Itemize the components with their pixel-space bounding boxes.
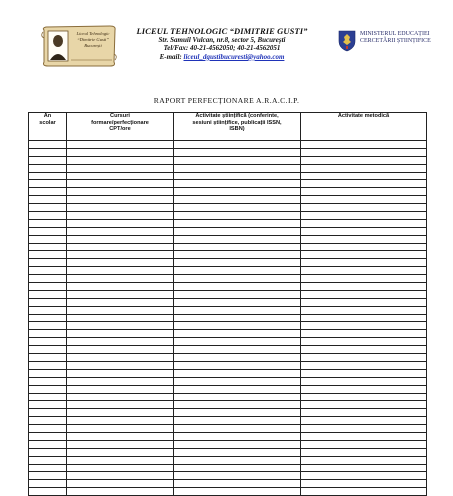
table-cell[interactable] <box>67 369 174 377</box>
header-activitate-metodica <box>301 113 427 141</box>
table-row <box>29 385 427 393</box>
table-row <box>29 440 427 448</box>
table-cell[interactable] <box>174 227 301 235</box>
table-row <box>29 330 427 338</box>
table-row <box>29 480 427 488</box>
table-cell[interactable] <box>67 346 174 354</box>
table-cell[interactable] <box>174 259 301 267</box>
table-cell[interactable] <box>29 417 67 425</box>
table-cell[interactable] <box>301 409 427 417</box>
table-cell[interactable] <box>67 464 174 472</box>
table-cell[interactable] <box>29 164 67 172</box>
table-row <box>29 243 427 251</box>
table-cell[interactable] <box>67 267 174 275</box>
table-cell[interactable] <box>29 354 67 362</box>
table-cell[interactable] <box>174 275 301 283</box>
table-cell[interactable] <box>301 164 427 172</box>
table-cell[interactable] <box>29 251 67 259</box>
table-cell[interactable] <box>301 243 427 251</box>
table-cell[interactable] <box>67 456 174 464</box>
table-row <box>29 409 427 417</box>
table-cell[interactable] <box>174 401 301 409</box>
table-cell[interactable] <box>29 219 67 227</box>
table-cell[interactable] <box>174 393 301 401</box>
table-cell[interactable] <box>174 432 301 440</box>
table-cell[interactable] <box>29 488 67 496</box>
table-cell[interactable] <box>29 425 67 433</box>
table-cell[interactable] <box>301 322 427 330</box>
table-cell[interactable] <box>29 306 67 314</box>
table-cell[interactable] <box>67 432 174 440</box>
table-row <box>29 212 427 220</box>
table-cell[interactable] <box>174 456 301 464</box>
table-cell[interactable] <box>67 448 174 456</box>
table-cell[interactable] <box>174 480 301 488</box>
table-cell[interactable] <box>29 385 67 393</box>
table-cell[interactable] <box>301 227 427 235</box>
table-cell[interactable] <box>67 440 174 448</box>
school-logo-text-line3: București <box>84 43 102 48</box>
table-cell[interactable] <box>29 369 67 377</box>
table-row <box>29 306 427 314</box>
table-cell[interactable] <box>301 472 427 480</box>
table-cell[interactable] <box>67 488 174 496</box>
table-cell[interactable] <box>301 180 427 188</box>
table-cell[interactable] <box>174 188 301 196</box>
table-row <box>29 322 427 330</box>
table-cell[interactable] <box>29 464 67 472</box>
table-cell[interactable] <box>174 377 301 385</box>
table-cell[interactable] <box>301 456 427 464</box>
table-cell[interactable] <box>174 212 301 220</box>
table-cell[interactable] <box>67 338 174 346</box>
table-cell[interactable] <box>301 148 427 156</box>
table-cell[interactable] <box>174 361 301 369</box>
school-logo-text-line2: “Dimitrie Gusti” <box>77 37 109 42</box>
table-cell[interactable] <box>174 156 301 164</box>
table-cell[interactable] <box>67 251 174 259</box>
header-activitate-stiintifica-text: Activitate științifică (conferinte, sesiuni științifice, publicații ISSN, ISBN) <box>192 113 282 133</box>
school-email-line <box>122 53 322 61</box>
table-cell[interactable] <box>301 488 427 496</box>
table-cell[interactable] <box>29 298 67 306</box>
table-cell[interactable] <box>174 425 301 433</box>
table-cell[interactable] <box>29 432 67 440</box>
table-cell[interactable] <box>67 164 174 172</box>
table-cell[interactable] <box>301 235 427 243</box>
table-cell[interactable] <box>301 298 427 306</box>
table-cell[interactable] <box>174 283 301 291</box>
header-activitate-stiintifica <box>174 113 301 141</box>
table-cell[interactable] <box>67 330 174 338</box>
table-row <box>29 267 427 275</box>
table-row <box>29 393 427 401</box>
table-row <box>29 377 427 385</box>
email-label: E-mail: <box>159 52 184 61</box>
table-row <box>29 251 427 259</box>
table-cell[interactable] <box>174 290 301 298</box>
table-cell[interactable] <box>301 377 427 385</box>
table-cell[interactable] <box>67 212 174 220</box>
table-cell[interactable] <box>29 267 67 275</box>
table-cell[interactable] <box>29 409 67 417</box>
school-logo-text-line1: Liceul Tehnologic <box>76 31 110 36</box>
table-cell[interactable] <box>301 172 427 180</box>
table-cell[interactable] <box>301 432 427 440</box>
table-cell[interactable] <box>67 480 174 488</box>
table-row <box>29 219 427 227</box>
table-cell[interactable] <box>174 306 301 314</box>
table-cell[interactable] <box>29 480 67 488</box>
header-an-scolar-text: An scolar <box>39 113 56 126</box>
table-cell[interactable] <box>301 314 427 322</box>
table-row <box>29 164 427 172</box>
table-cell[interactable] <box>301 440 427 448</box>
table-cell[interactable] <box>67 290 174 298</box>
table-cell[interactable] <box>301 361 427 369</box>
table-cell[interactable] <box>29 361 67 369</box>
table-cell[interactable] <box>67 283 174 291</box>
table-cell[interactable] <box>174 409 301 417</box>
table-cell[interactable] <box>29 322 67 330</box>
table-cell[interactable] <box>67 354 174 362</box>
table-cell[interactable] <box>174 346 301 354</box>
table-cell[interactable] <box>174 180 301 188</box>
table-row <box>29 196 427 204</box>
table-cell[interactable] <box>67 275 174 283</box>
table-cell[interactable] <box>29 290 67 298</box>
table-body <box>29 141 427 496</box>
table-cell[interactable] <box>67 385 174 393</box>
table-cell[interactable] <box>301 141 427 149</box>
table-cell[interactable] <box>301 219 427 227</box>
table-cell[interactable] <box>174 235 301 243</box>
table-cell[interactable] <box>174 488 301 496</box>
school-address: Str. Samuil Vulcan, nr.8, sector 5, București <box>158 36 286 44</box>
table-cell[interactable] <box>174 204 301 212</box>
school-header <box>122 26 322 61</box>
table-row <box>29 346 427 354</box>
table-cell[interactable] <box>174 369 301 377</box>
table-cell[interactable] <box>29 456 67 464</box>
school-name: LICEUL TEHNOLOGIC “DIMITRIE GUSTI” <box>136 26 308 36</box>
table-cell[interactable] <box>174 267 301 275</box>
ministry-name-line2: CERCETĂRII ȘTIINȚIFICE <box>360 38 431 44</box>
table-cell[interactable] <box>67 417 174 425</box>
table-row <box>29 172 427 180</box>
header-cursuri-formare-text: Cursuri formare/perfecționare CPT/ore <box>91 113 149 133</box>
table-row <box>29 425 427 433</box>
table-cell[interactable] <box>301 369 427 377</box>
report-table <box>28 112 427 496</box>
table-cell[interactable] <box>67 243 174 251</box>
table-row <box>29 354 427 362</box>
table-cell[interactable] <box>29 196 67 204</box>
table-cell[interactable] <box>29 330 67 338</box>
table-row <box>29 464 427 472</box>
table-cell[interactable] <box>301 393 427 401</box>
school-logo <box>40 24 118 68</box>
table-cell[interactable] <box>301 425 427 433</box>
table-row <box>29 259 427 267</box>
table-cell[interactable] <box>29 377 67 385</box>
header-cursuri-formare <box>67 113 174 141</box>
table-cell[interactable] <box>301 275 427 283</box>
table-cell[interactable] <box>29 393 67 401</box>
table-cell[interactable] <box>29 141 67 149</box>
table-cell[interactable] <box>301 464 427 472</box>
table-row <box>29 314 427 322</box>
table-row <box>29 204 427 212</box>
table-row <box>29 290 427 298</box>
table-cell[interactable] <box>67 141 174 149</box>
table-row <box>29 156 427 164</box>
table-cell[interactable] <box>174 330 301 338</box>
school-phone-fax: Tel/Fax: 40-21-4562050; 40-21-4562051 <box>163 44 281 53</box>
table-row <box>29 338 427 346</box>
table-row <box>29 417 427 425</box>
table-cell[interactable] <box>301 188 427 196</box>
table-row <box>29 188 427 196</box>
table-cell[interactable] <box>29 235 67 243</box>
table-cell[interactable] <box>67 148 174 156</box>
table-cell[interactable] <box>67 196 174 204</box>
table-cell[interactable] <box>174 172 301 180</box>
table-cell[interactable] <box>67 188 174 196</box>
table-cell[interactable] <box>174 141 301 149</box>
table-cell[interactable] <box>29 204 67 212</box>
table-cell[interactable] <box>301 156 427 164</box>
table-cell[interactable] <box>67 298 174 306</box>
table-cell[interactable] <box>67 409 174 417</box>
table-cell[interactable] <box>174 243 301 251</box>
table-row <box>29 448 427 456</box>
table-row <box>29 369 427 377</box>
table-cell[interactable] <box>67 180 174 188</box>
table-cell[interactable] <box>67 219 174 227</box>
table-cell[interactable] <box>67 401 174 409</box>
table-cell[interactable] <box>174 472 301 480</box>
table-row <box>29 275 427 283</box>
table-cell[interactable] <box>174 298 301 306</box>
table-cell[interactable] <box>67 322 174 330</box>
table-cell[interactable] <box>301 212 427 220</box>
table-cell[interactable] <box>301 306 427 314</box>
table-cell[interactable] <box>174 448 301 456</box>
table-row <box>29 227 427 235</box>
table-cell[interactable] <box>174 417 301 425</box>
table-cell[interactable] <box>67 361 174 369</box>
table-cell[interactable] <box>29 440 67 448</box>
table-cell[interactable] <box>174 164 301 172</box>
table-cell[interactable] <box>301 354 427 362</box>
header-an-scolar <box>29 113 67 141</box>
table-cell[interactable] <box>29 314 67 322</box>
romania-coat-of-arms-icon <box>336 28 358 52</box>
ministry-name-line1: MINISTERUL EDUCAȚIEI <box>360 31 430 37</box>
table-cell[interactable] <box>174 338 301 346</box>
table-cell[interactable] <box>29 243 67 251</box>
table-cell[interactable] <box>301 448 427 456</box>
table-cell[interactable] <box>301 267 427 275</box>
table-row <box>29 432 427 440</box>
table-cell[interactable] <box>29 188 67 196</box>
table-cell[interactable] <box>174 196 301 204</box>
table-cell[interactable] <box>301 338 427 346</box>
table-row <box>29 141 427 149</box>
table-cell[interactable] <box>29 401 67 409</box>
table-cell[interactable] <box>301 401 427 409</box>
table-cell[interactable] <box>67 204 174 212</box>
report-title: RAPORT PERFECȚIONARE A.R.A.C.I.P. <box>153 96 300 105</box>
table-row <box>29 180 427 188</box>
table-cell[interactable] <box>29 259 67 267</box>
table-cell[interactable] <box>174 251 301 259</box>
table-cell[interactable] <box>29 338 67 346</box>
table-cell[interactable] <box>301 417 427 425</box>
table-cell[interactable] <box>301 259 427 267</box>
table-cell[interactable] <box>67 306 174 314</box>
table-cell[interactable] <box>29 275 67 283</box>
table-cell[interactable] <box>67 156 174 164</box>
table-cell[interactable] <box>29 212 67 220</box>
table-row <box>29 472 427 480</box>
table-cell[interactable] <box>174 440 301 448</box>
table-cell[interactable] <box>301 385 427 393</box>
table-row <box>29 283 427 291</box>
table-cell[interactable] <box>301 290 427 298</box>
table-row <box>29 298 427 306</box>
table-cell[interactable] <box>29 148 67 156</box>
table-cell[interactable] <box>67 425 174 433</box>
table-cell[interactable] <box>174 219 301 227</box>
table-cell[interactable] <box>29 227 67 235</box>
table-cell[interactable] <box>301 330 427 338</box>
table-cell[interactable] <box>174 322 301 330</box>
table-cell[interactable] <box>301 204 427 212</box>
table-cell[interactable] <box>29 156 67 164</box>
table-cell[interactable] <box>174 148 301 156</box>
table-row <box>29 401 427 409</box>
email-link[interactable]: liceul_dgustibucuresti@yahoo.com <box>183 52 285 61</box>
table-cell[interactable] <box>67 472 174 480</box>
table-cell[interactable] <box>67 393 174 401</box>
table-row <box>29 148 427 156</box>
table-cell[interactable] <box>29 346 67 354</box>
table-cell[interactable] <box>301 346 427 354</box>
table-cell[interactable] <box>301 251 427 259</box>
table-cell[interactable] <box>67 235 174 243</box>
table-cell[interactable] <box>174 314 301 322</box>
table-cell[interactable] <box>29 472 67 480</box>
table-cell[interactable] <box>67 227 174 235</box>
ministry-name <box>360 31 431 45</box>
table-cell[interactable] <box>174 354 301 362</box>
header-activitate-metodica-text: Activitate metodică <box>337 113 390 119</box>
table-cell[interactable] <box>174 464 301 472</box>
table-cell[interactable] <box>29 448 67 456</box>
table-row <box>29 361 427 369</box>
table-cell[interactable] <box>29 283 67 291</box>
table-row <box>29 488 427 496</box>
table-row <box>29 235 427 243</box>
table-row <box>29 456 427 464</box>
table-cell[interactable] <box>301 283 427 291</box>
table-cell[interactable] <box>67 259 174 267</box>
table-cell[interactable] <box>67 377 174 385</box>
ministry-logo <box>336 28 446 54</box>
table-cell[interactable] <box>29 172 67 180</box>
table-cell[interactable] <box>67 172 174 180</box>
table-cell[interactable] <box>301 480 427 488</box>
table-cell[interactable] <box>29 180 67 188</box>
table-cell[interactable] <box>301 196 427 204</box>
table-cell[interactable] <box>67 314 174 322</box>
table-cell[interactable] <box>174 385 301 393</box>
table-header-row <box>29 113 427 141</box>
